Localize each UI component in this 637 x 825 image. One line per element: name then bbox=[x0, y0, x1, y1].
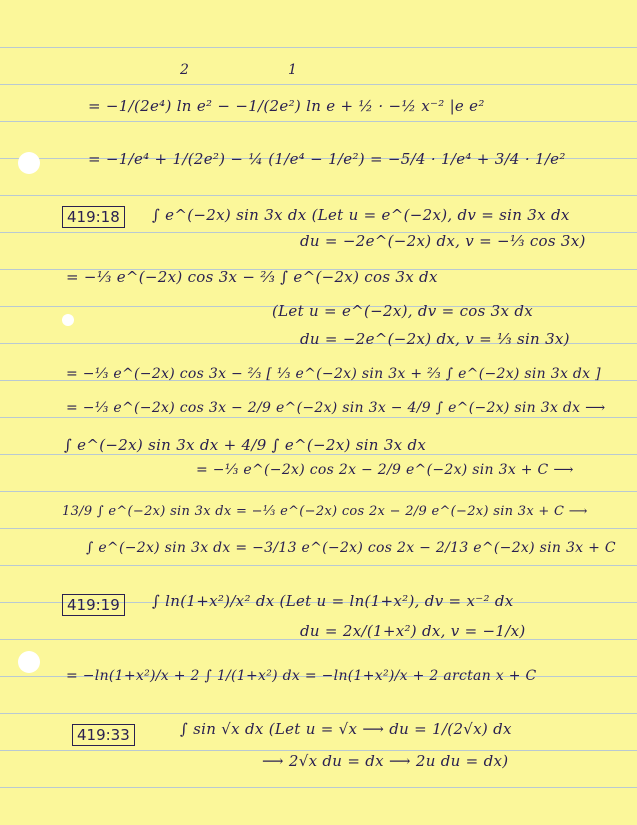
binder-hole bbox=[18, 152, 40, 174]
math-line: ∫ ln(1+x²)/x² dx (Let u = ln(1+x²), dv = x⁻² dx bbox=[152, 592, 514, 610]
math-line: ⟶ 2√x du = dx ⟶ 2u du = dx) bbox=[262, 752, 509, 770]
math-line: = −⅓ e^(−2x) cos 2x − 2/9 e^(−2x) sin 3x + C ⟶ bbox=[196, 462, 574, 478]
math-line: du = 2x/(1+x²) dx, v = −1/x) bbox=[300, 622, 526, 640]
math-line: ∫ e^(−2x) sin 3x dx + 4/9 ∫ e^(−2x) sin 3x dx bbox=[64, 436, 427, 454]
ruled-line bbox=[0, 121, 637, 122]
ruled-line bbox=[0, 454, 637, 455]
math-line: du = −2e^(−2x) dx, v = ⅓ sin 3x) bbox=[300, 330, 570, 348]
math-line: du = −2e^(−2x) dx, v = −⅓ cos 3x) bbox=[300, 232, 586, 250]
math-line: ∫ sin √x dx (Let u = √x ⟶ du = 1/(2√x) dx bbox=[180, 720, 512, 738]
exponent-mark: 2 bbox=[180, 62, 190, 78]
math-line: = −⅓ e^(−2x) cos 3x − ⅔ [ ⅓ e^(−2x) sin 3x + ⅔ ∫ e^(−2x) sin 3x dx ] bbox=[66, 366, 601, 382]
math-line: = −1/(2e⁴) ln e² − −1/(2e²) ln e + ½ · −½ x⁻² |e e² bbox=[88, 97, 485, 115]
ruled-line bbox=[0, 47, 637, 48]
math-line: ∫ e^(−2x) sin 3x dx = −3/13 e^(−2x) cos 2x − 2/13 e^(−2x) sin 3x + C bbox=[86, 540, 616, 556]
ruled-line bbox=[0, 84, 637, 85]
math-line: = −⅓ e^(−2x) cos 3x − ⅔ ∫ e^(−2x) cos 3x dx bbox=[66, 268, 438, 286]
binder-hole bbox=[62, 314, 74, 326]
binder-hole bbox=[18, 651, 40, 673]
ruled-line bbox=[0, 713, 637, 714]
ruled-line bbox=[0, 528, 637, 529]
math-line: (Let u = e^(−2x), dv = cos 3x dx bbox=[272, 302, 534, 320]
ruled-line bbox=[0, 750, 637, 751]
math-line: = −⅓ e^(−2x) cos 3x − 2/9 e^(−2x) sin 3x − 4/9 ∫ e^(−2x) sin 3x dx ⟶ bbox=[66, 400, 606, 416]
math-line: = −ln(1+x²)/x + 2 ∫ 1/(1+x²) dx = −ln(1+x²)/x + 2 arctan x + C bbox=[66, 668, 537, 684]
math-line: 13/9 ∫ e^(−2x) sin 3x dx = −⅓ e^(−2x) cos 2x − 2/9 e^(−2x) sin 3x + C ⟶ bbox=[62, 504, 588, 519]
ruled-line bbox=[0, 195, 637, 196]
problem-label: 419:33 bbox=[72, 724, 135, 746]
ruled-line bbox=[0, 787, 637, 788]
problem-label: 419:19 bbox=[62, 594, 125, 616]
math-line: = −1/e⁴ + 1/(2e²) − ¼ (1/e⁴ − 1/e²) = −5/4 · 1/e⁴ + 3/4 · 1/e² bbox=[88, 150, 566, 168]
ruled-line bbox=[0, 417, 637, 418]
math-line: ∫ e^(−2x) sin 3x dx (Let u = e^(−2x), dv = sin 3x dx bbox=[152, 206, 570, 224]
ruled-line bbox=[0, 491, 637, 492]
ruled-line bbox=[0, 565, 637, 566]
exponent-mark: 1 bbox=[288, 62, 298, 78]
problem-label: 419:18 bbox=[62, 206, 125, 228]
